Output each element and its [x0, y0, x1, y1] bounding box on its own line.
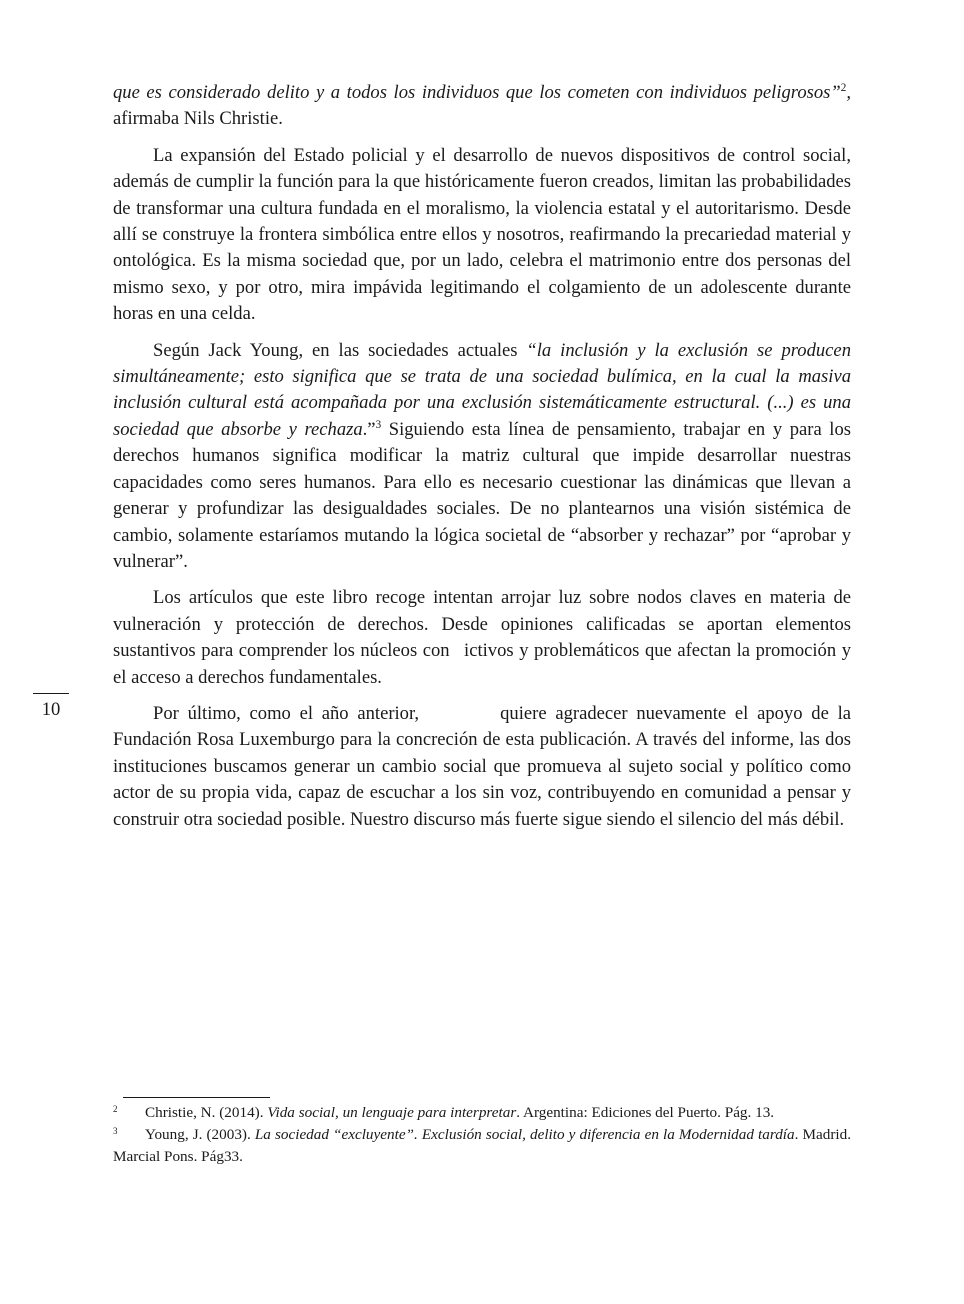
paragraph-continuation	[113, 80, 851, 133]
paragraph-lead: Según Jack Young, en las sociedades actuales	[153, 339, 527, 361]
attribution-text: afirmaba Nils Christie.	[113, 108, 283, 130]
quote-text: “la inclusión y la exclusión se producen simultáneamente; esto significa que se trata de una sociedad bulímica, en la cual la masiva inclusión cultural está acompañada por una exclusión sistemáticamente estructural. (...) es una sociedad que absorbe y rechaza	[113, 339, 851, 440]
paragraph	[113, 338, 851, 576]
footnote: 2 Christie, N. (2014). Vida social, un lenguaje para interpretar. Argentina: Ediciones del Puerto. Pág. 13.	[113, 1104, 775, 1121]
footnote-separator	[123, 1097, 270, 1098]
paragraph: Los artículos que este libro recoge intentan arrojar luz sobre nodos claves en materia de vulneración y protección de derechos. Desde opiniones calificadas se aportan elementos sustantivos para comprender los núcleos con￿ictivos y problemáticos que afectan la promoción y el acceso a derechos fundamentales.	[113, 587, 851, 688]
footnote-author: Young, J. (2003).	[145, 1126, 255, 1143]
footnote-title: Vida social, un lenguaje para interpretar	[267, 1104, 517, 1121]
footnote-ref: 3	[375, 418, 382, 431]
footnotes	[113, 1102, 851, 1168]
footnote-publisher: . Madrid. Marcial Pons. Pág33.	[113, 1126, 851, 1165]
quote-text: que es considerado delito y a todos los individuos que los cometen con individuos peligrosos”	[113, 82, 841, 103]
quote-close: .”	[362, 418, 376, 440]
footnote-author: Christie, N. (2014).	[145, 1104, 268, 1121]
footnote-ref: 2	[840, 81, 847, 94]
footnote-publisher: . Argentina: Ediciones del Puerto. Pág. 13.	[516, 1104, 775, 1121]
page-number-rule	[33, 693, 69, 694]
quote-comma: ,	[846, 82, 851, 103]
page-number: 10	[41, 699, 61, 720]
paragraph: Por último, como el año anterior, ￿￿￿￿￿quiere agradecer nuevamente el apoyo de la Fundación Rosa Luxemburgo para la concreción de esta publicación. A través del informe, las dos instituciones buscamos generar un cambio social que promueva al sujeto social y político como actor de su propia vida, capaz de escuchar a los sin voz, contribuyendo en comunidad a pensar y construir otra sociedad posible. Nuestro discurso más fuerte sigue siendo el silencio del más débil.	[113, 702, 851, 830]
footnote: 3 Young, J. (2003). La sociedad “excluyente”. Exclusión social, delito y diferencia en la Modernidad tardía. Madrid. Marcial Pons. Pág33.	[113, 1126, 851, 1165]
body-text	[113, 80, 851, 843]
footnote-title: La sociedad “excluyente”. Exclusión social, delito y diferencia en la Modernidad tardía	[254, 1126, 795, 1143]
paragraph: La expansión del Estado policial y el desarrollo de nuevos dispositivos de control social, además de cumplir la función para la que históricamente fueron creados, limitan las probabilidades de transformar una cultura fundada en el moralismo, la violencia estatal y el autoritarismo. Desde allí se construye la frontera simbólica entre ellos y nosotros, reafirmando la precariedad material y ontológica. Es la misma sociedad que, por un lado, celebra el matrimonio entre dos personas del mismo sexo, y por otro, mira impávida legitimando el colgamiento de un adolescente durante horas en una celda.	[113, 144, 851, 325]
paragraph-tail: Siguiendo esta línea de pensamiento, trabajar en y para los derechos humanos significa modificar la matriz cultural que impide desarrollar nuestras capacidades como seres humanos. Para ello es necesario cuestionar las dinámicas que llevan a generar y profundizar las desigualdades sociales. De no plantearnos una visión sistémica de cambio, solamente estaríamos mutando la lógica societal de “absorber y rechazar” por “aprobar y vulnerar”.	[113, 418, 851, 572]
